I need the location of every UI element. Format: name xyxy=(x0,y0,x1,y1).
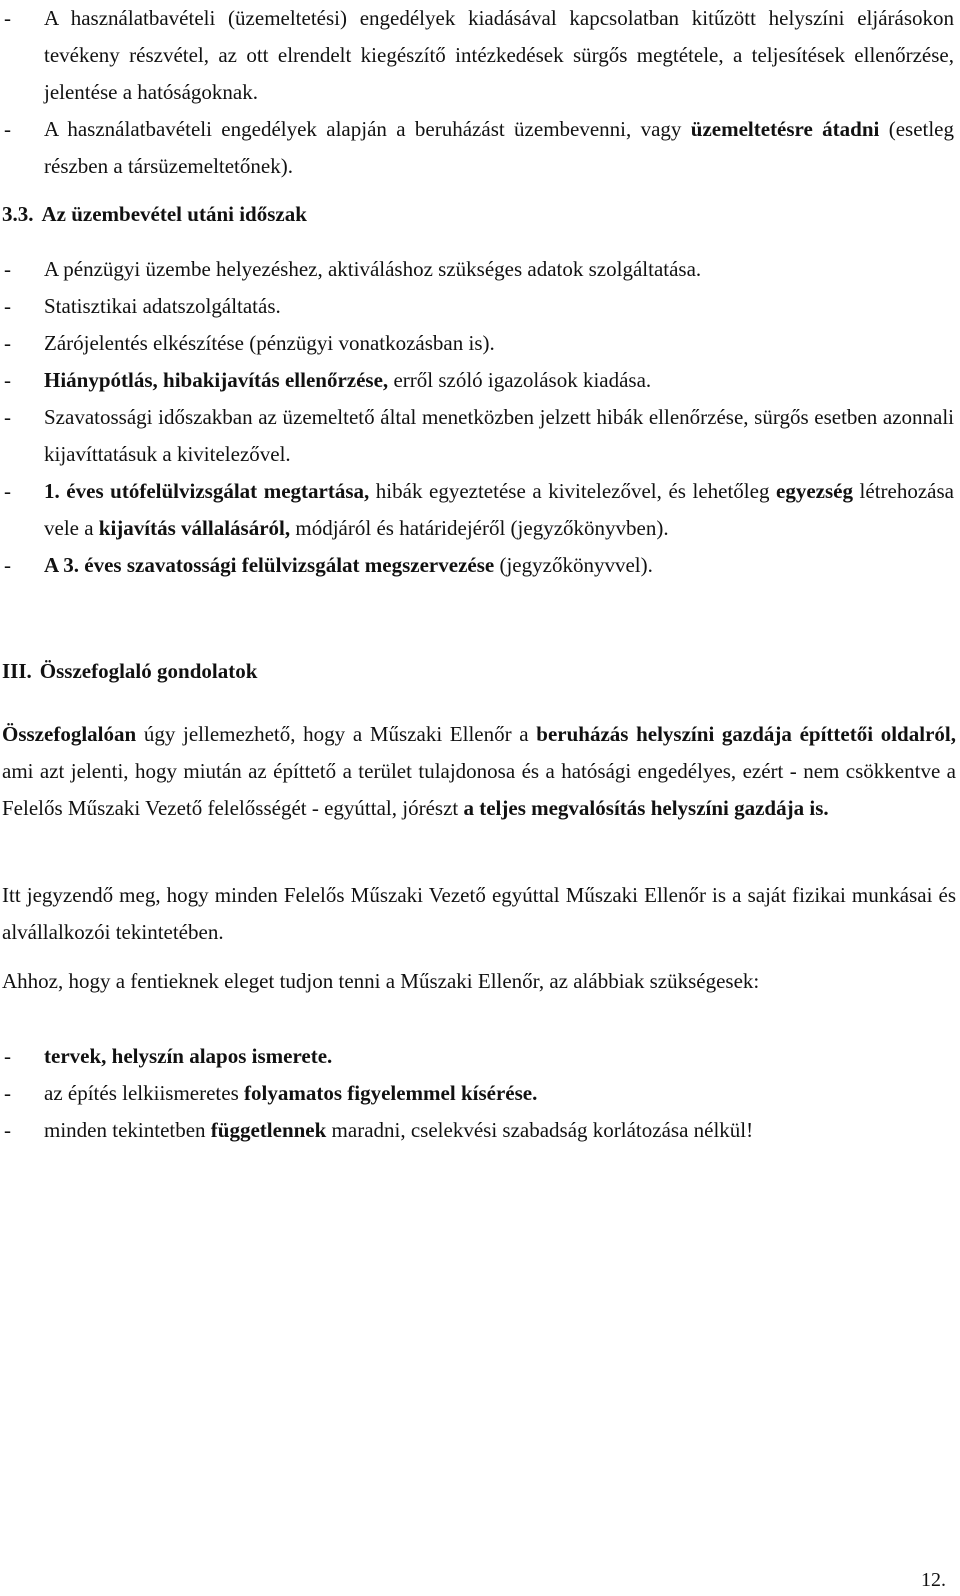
text-run: A használatbavételi (üzemeltetési) engedélyek kiadásával kapcsolatban kitűzött helyszíni eljárásokon tevékeny részvétel, az ott elrendelt kiegészítő intézkedések sürgős megtétele, a teljesítések ellenőrzése, jelentése a hatóságoknak. xyxy=(44,6,954,104)
list-dash: - xyxy=(4,1044,11,1068)
list-item-text xyxy=(44,0,954,111)
list-dash: - xyxy=(4,257,11,281)
list-dash: - xyxy=(4,6,11,30)
text-run: Itt jegyzendő meg, hogy minden Felelős Műszaki Vezető egyúttal Műszaki Ellenőr is a saját fizikai munkásai és alvállalkozói tekintetében. xyxy=(2,883,956,944)
list-dash: - xyxy=(4,331,11,355)
list-item xyxy=(0,111,954,185)
list-dash: - xyxy=(4,368,11,392)
text-run: Zárójelentés elkészítése (pénzügyi vonatkozásban is). xyxy=(44,331,495,355)
section-3-3-list xyxy=(0,251,954,584)
list-item xyxy=(0,325,954,362)
list-dash: - xyxy=(4,1118,11,1142)
bold-run: A 3. éves szavatossági felülvizsgálat megszervezése xyxy=(44,553,495,577)
requirements-list xyxy=(0,1038,954,1149)
text-run: Szavatossági időszakban az üzemeltető által menetközben jelzett hibák ellenőrzése, sürgős esetben azonnali kijavíttatásuk a kivitelezővel. xyxy=(44,405,954,466)
text-run: A használatbavételi engedélyek alapján a beruházást üzembevenni, vagy xyxy=(44,117,691,141)
list-item xyxy=(0,288,954,325)
list-item-text xyxy=(44,362,954,399)
list-item xyxy=(0,251,954,288)
list-item xyxy=(0,473,954,547)
list-item xyxy=(0,0,954,111)
top-list xyxy=(0,0,954,185)
bold-run: 1. éves utófelülvizsgálat megtartása, xyxy=(44,479,370,503)
list-item-text xyxy=(44,473,954,547)
bold-run: egyezség xyxy=(776,479,853,503)
bold-run: a teljes megvalósítás helyszíni gazdája is. xyxy=(463,796,829,820)
list-item xyxy=(0,399,954,473)
bold-run: üzemeltetésre átadni xyxy=(690,117,880,141)
section-heading-iii xyxy=(0,653,956,690)
bold-run: tervek, helyszín alapos ismerete. xyxy=(44,1044,333,1068)
text-run: Ahhoz, hogy a fentieknek eleget tudjon tenni a Műszaki Ellenőr, az alábbiak szükségesek: xyxy=(2,969,760,993)
list-item xyxy=(0,1038,954,1075)
text-run: maradni, cselekvési szabadság korlátozása nélkül! xyxy=(326,1118,754,1142)
text-run: A pénzügyi üzembe helyezéshez, aktiváláshoz szükséges adatok szolgáltatása. xyxy=(44,257,702,281)
bold-run: folyamatos figyelemmel kísérése. xyxy=(244,1081,538,1105)
list-item xyxy=(0,1112,954,1149)
list-dash: - xyxy=(4,553,11,577)
text-run: (esetleg részben a társüzemeltetőnek). xyxy=(44,117,955,178)
text-run: minden tekintetben xyxy=(44,1118,211,1142)
section-number: 3.3. xyxy=(2,202,34,226)
requirements-intro-paragraph xyxy=(0,963,956,1000)
list-item-text xyxy=(44,399,954,473)
text-run: (jegyzőkönyvvel). xyxy=(494,553,653,577)
bold-run: kijavítás vállalásáról, xyxy=(98,516,291,540)
list-item-text xyxy=(44,1038,954,1075)
section-number: III. xyxy=(2,659,32,683)
bold-run: Összefoglalóan xyxy=(2,722,137,746)
section-title: Összefoglaló gondolatok xyxy=(39,659,258,683)
list-item-text xyxy=(44,1112,954,1149)
list-item xyxy=(0,1075,954,1112)
list-item-text xyxy=(44,251,954,288)
bold-run: függetlennek xyxy=(210,1118,327,1142)
text-run: létrehozása vele a xyxy=(44,479,954,540)
list-dash: - xyxy=(4,405,11,429)
text-run: erről szóló igazolások kiadása. xyxy=(388,368,652,392)
list-item-text xyxy=(44,547,954,584)
bold-run: beruházás helyszíni gazdája építtetői oldalról, xyxy=(536,722,956,746)
text-run: az építés lelkiismeretes xyxy=(44,1081,245,1105)
list-item-text xyxy=(44,288,954,325)
list-dash: - xyxy=(4,294,11,318)
text-run: hibák egyeztetése a kivitelezővel, és lehetőleg xyxy=(369,479,777,503)
list-dash: - xyxy=(4,479,11,503)
note-paragraph xyxy=(0,877,956,951)
list-dash: - xyxy=(4,1081,11,1105)
text-run: úgy jellemezhető, hogy a Műszaki Ellenőr a xyxy=(136,722,537,746)
text-run: ami azt jelenti, hogy miután az építtető a terület tulajdonosa és a hatósági engedélyes, ezért - nem csökkentve a Felelős Műszaki Vezető felelősségét - egyúttal, jórészt xyxy=(2,759,956,820)
section-title: Az üzembevétel utáni időszak xyxy=(41,202,307,226)
list-dash: - xyxy=(4,117,11,141)
list-item-text xyxy=(44,325,954,362)
list-item xyxy=(0,362,954,399)
bold-run: Hiánypótlás, hibakijavítás ellenőrzése, xyxy=(44,368,389,392)
text-run: módjáról és határidejéről (jegyzőkönyvben). xyxy=(290,516,669,540)
page-number: 12. xyxy=(921,1569,946,1591)
summary-paragraph xyxy=(0,716,956,827)
list-item xyxy=(0,547,954,584)
list-item-text xyxy=(44,1075,954,1112)
section-heading-3-3 xyxy=(0,196,956,233)
list-item-text xyxy=(44,111,954,185)
text-run: Statisztikai adatszolgáltatás. xyxy=(44,294,281,318)
